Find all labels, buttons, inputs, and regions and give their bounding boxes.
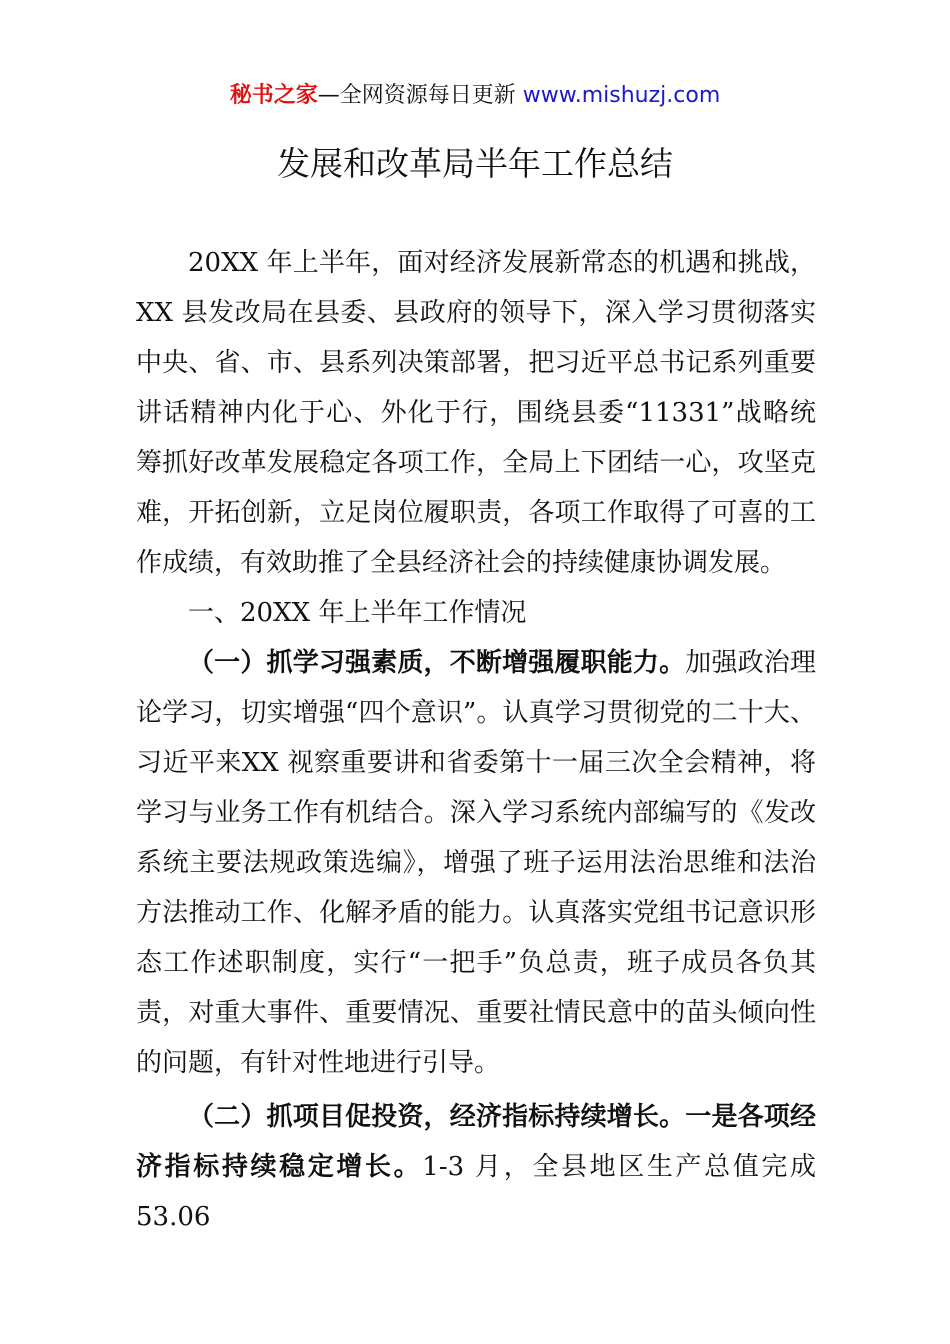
item-two-paragraph (136, 1092, 816, 1242)
item-one-paragraph (136, 638, 816, 1088)
section-heading: 一、20XX 年上半年工作情况 (188, 598, 527, 628)
item-one-heading: （一）抓学习强素质，不断增强履职能力。 (188, 648, 686, 678)
item-one-body: 加强政治理论学习，切实增强“四个意识”。认真学习贯彻党的二十大、习近平来XX 视察重要讲和省委第十一届三次全会精神，将学习与业务工作有机结合。深入学习系统内部编写的《发改系统主要法规政策选编》，增强了班子运用法治思维和法治方法推动工作、化解矛盾的能力。认真落实党组书记意识形态工作述职制度，实行“一把手”负总责，班子成员各负其责，对重大事件、重要情况、重要社情民意中的苗头倾向性的问题，有针对性地进行引导。 (136, 648, 816, 1078)
document-title: 发展和改革局半年工作总结 (277, 144, 673, 183)
site-tagline: —全网资源每日更新 (317, 83, 523, 108)
intro-paragraph: 20XX 年上半年，面对经济发展新常态的机遇和挑战，XX 县发改局在县委、县政府的领导下，深入学习贯彻落实中央、省、市、县系列决策部署，把习近平总书记系列重要讲话精神内化于心、外化于行，围绕县委“11331”战略统筹抓好改革发展稳定各项工作，全局上下团结一心，攻坚克难，开拓创新，立足岗位履职责，各项工作取得了可喜的工作成绩，有效助推了全县经济社会的持续健康协调发展。 (136, 248, 816, 578)
item-two-heading: （二）抓项目促投资，经济指标持续增长。 (188, 1102, 686, 1132)
site-header (0, 80, 950, 112)
site-brand: 秘书之家 (229, 83, 318, 108)
item-two-body: 1-3 月，全县地区生产总值完成 53.06 (136, 1152, 816, 1232)
document-body (136, 238, 816, 1242)
item-two-subheading: 一是各项经济指标持续稳定增长。 (136, 1102, 816, 1182)
site-url-link[interactable]: www.mishuzj.com (522, 83, 721, 108)
